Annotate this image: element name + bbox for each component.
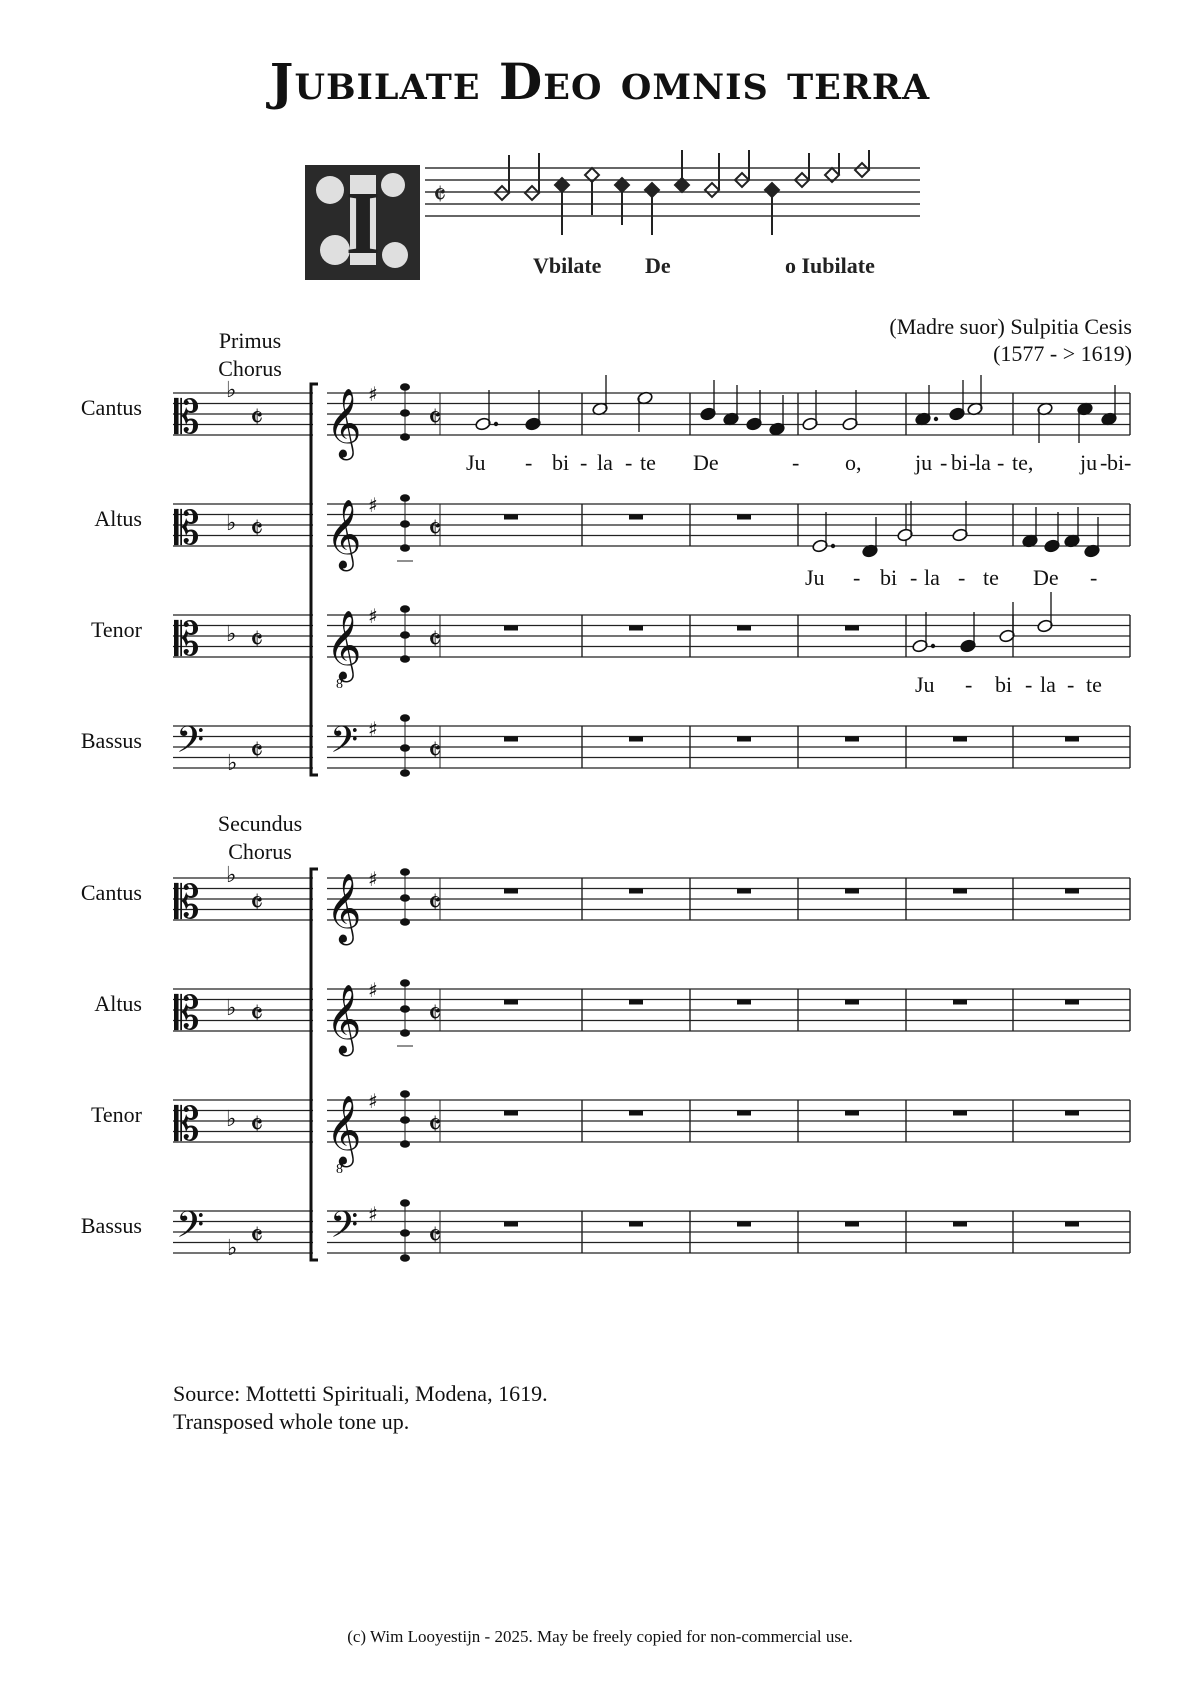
cut-time-icon: 𝄵 (250, 997, 264, 1032)
choir-label-line: Chorus (228, 839, 292, 864)
whole-rest-icon (953, 1222, 967, 1227)
whole-rest-icon (629, 515, 643, 520)
composer-name: (Madre suor) Sulpitia Cesis (889, 314, 1132, 339)
ambitus-note (400, 433, 410, 441)
page-title: Jubilate Deo omnis terra (269, 52, 931, 111)
bass-clef-icon: 𝄢 (330, 1204, 359, 1255)
ambitus-note (400, 383, 410, 391)
voice-name-tenor: Tenor (91, 1102, 142, 1127)
whole-rest-icon (504, 626, 518, 631)
ambitus-note (400, 1254, 410, 1262)
c-clef-icon: 𝄡 (174, 875, 200, 929)
voice-name-altus: Altus (94, 506, 142, 531)
ambitus-note (400, 605, 410, 613)
whole-rest-icon (737, 889, 751, 894)
copyright-footer: (c) Wim Looyestijn - 2025. May be freely copied for non-commercial use. (347, 1627, 853, 1646)
flat-icon: ♭ (226, 1107, 237, 1132)
voice-name-bassus: Bassus (80, 728, 142, 753)
whole-rest-icon (504, 1222, 518, 1227)
lyric-syllable: la (1040, 672, 1056, 697)
ambitus-note (400, 1090, 410, 1098)
cut-time-icon: 𝄵 (428, 623, 442, 658)
lyric-hyphen: - (958, 565, 966, 590)
svg-text:o Iubilate: o Iubilate (785, 253, 875, 278)
lyric-hyphen: - (1067, 672, 1075, 697)
voice-name-altus: Altus (94, 991, 142, 1016)
lyric-hyphen: - (853, 565, 861, 590)
choir-label-line: Secundus (217, 811, 303, 836)
whole-rest-icon (737, 515, 751, 520)
augmentation-dot (934, 417, 938, 421)
cut-time-icon: 𝄵 (250, 1108, 264, 1143)
sharp-icon: ♯ (368, 978, 378, 1002)
choir-label-line: Primus (218, 328, 282, 353)
ambitus-note (400, 1140, 410, 1148)
svg-text:Vbilate: Vbilate (533, 253, 602, 278)
ambitus-note (400, 520, 410, 528)
cut-time-icon: 𝄵 (428, 401, 442, 436)
cut-time-icon: 𝄵 (428, 1108, 442, 1143)
augmentation-dot (831, 544, 835, 548)
c-clef-icon: 𝄡 (174, 986, 200, 1040)
flat-icon: ♭ (226, 622, 237, 647)
ambitus-note (400, 494, 410, 502)
treble-clef-icon: 𝄞 (326, 499, 362, 569)
lyric-hyphen: - (1100, 450, 1108, 475)
lyric-syllable: bi (995, 672, 1013, 697)
bass-clef-icon: 𝄢 (330, 719, 359, 770)
flat-icon: ♭ (226, 511, 237, 536)
whole-rest-icon (845, 1111, 859, 1116)
ambitus-note (400, 868, 410, 876)
cut-time-icon: 𝄵 (250, 734, 264, 769)
lyric-syllable: te (1086, 672, 1102, 697)
treble-clef-icon: 𝄞 (326, 388, 362, 458)
whole-rest-icon (737, 1222, 751, 1227)
whole-rest-icon (504, 889, 518, 894)
sharp-icon: ♯ (368, 1202, 378, 1226)
lyric-hyphen: - (1090, 565, 1098, 590)
c-clef-icon: 𝄡 (174, 501, 200, 555)
voice-name-tenor: Tenor (91, 617, 142, 642)
octave-marker: 8 (336, 677, 343, 692)
cut-time-icon: 𝄵 (250, 623, 264, 658)
lyric-syllable: Ju (805, 565, 825, 590)
whole-rest-icon (1065, 1111, 1079, 1116)
lyric-syllable: la (597, 450, 613, 475)
lyric-syllable: bi (951, 450, 969, 475)
whole-rest-icon (629, 1222, 643, 1227)
ambitus-note (400, 409, 410, 417)
c-clef-icon: 𝄡 (174, 390, 200, 444)
whole-rest-icon (737, 1000, 751, 1005)
ambitus-note (400, 744, 410, 752)
whole-rest-icon (629, 737, 643, 742)
whole-rest-icon (737, 1111, 751, 1116)
c-clef-icon: 𝄡 (174, 1097, 200, 1151)
lyric-hyphen: - (969, 450, 977, 475)
lyric-syllable: bi (1107, 450, 1125, 475)
bass-clef-icon: 𝄢 (176, 1204, 205, 1255)
sharp-icon: ♯ (368, 1089, 378, 1113)
ambitus-note (400, 544, 410, 552)
augmentation-dot (494, 422, 498, 426)
lyric-hyphen: - (910, 565, 918, 590)
cut-time-icon: 𝄵 (428, 734, 442, 769)
cut-time-icon: 𝄵 (250, 512, 264, 547)
source-note (173, 1380, 548, 1436)
bass-clef-icon: 𝄢 (176, 719, 205, 770)
lyric-syllable: la (975, 450, 991, 475)
treble-clef-icon: 𝄞 (326, 610, 362, 680)
whole-rest-icon (845, 1000, 859, 1005)
whole-rest-icon (737, 626, 751, 631)
whole-rest-icon (504, 1111, 518, 1116)
whole-rest-icon (953, 889, 967, 894)
octave-marker: 8 (336, 1162, 343, 1177)
c-clef-icon: 𝄡 (174, 612, 200, 666)
whole-rest-icon (845, 626, 859, 631)
ambitus-note (400, 1116, 410, 1124)
lyric-syllable: te (983, 565, 999, 590)
whole-rest-icon (845, 1222, 859, 1227)
whole-rest-icon (629, 1000, 643, 1005)
ambitus-note (400, 769, 410, 777)
sharp-icon: ♯ (368, 604, 378, 628)
cut-time-icon: 𝄵 (250, 401, 264, 436)
svg-text:I: I (345, 174, 381, 273)
whole-rest-icon (953, 1111, 967, 1116)
cut-time-icon: 𝄵 (428, 512, 442, 547)
lyric-hyphen: - (1124, 450, 1132, 475)
augmentation-dot (931, 644, 935, 648)
sharp-icon: ♯ (368, 867, 378, 891)
ambitus-note (400, 1029, 410, 1037)
lyric-hyphen: - (997, 450, 1005, 475)
lyric-hyphen: - (525, 450, 533, 475)
lyric-syllable: Ju (466, 450, 486, 475)
composer-dates: (1577 - > 1619) (993, 341, 1132, 366)
flat-icon: ♭ (227, 1236, 238, 1261)
flat-icon: ♭ (226, 996, 237, 1021)
lyric-syllable: De (693, 450, 719, 475)
system-bracket (311, 869, 318, 1260)
lyric-hyphen: - (965, 672, 973, 697)
ambitus-note (400, 631, 410, 639)
source-line: Source: Mottetti Spirituali, Modena, 1619. (173, 1381, 548, 1406)
flat-icon: ♭ (227, 751, 238, 776)
lyric-syllable: o, (845, 450, 862, 475)
lyric-syllable: te, (1012, 450, 1034, 475)
whole-rest-icon (953, 1000, 967, 1005)
ambitus-note (400, 1005, 410, 1013)
treble-clef-icon: 𝄞 (326, 984, 362, 1054)
lyric-syllable: ju (915, 450, 933, 475)
whole-rest-icon (1065, 737, 1079, 742)
voice-name-bassus: Bassus (80, 1213, 142, 1238)
flat-icon: ♭ (226, 378, 237, 403)
voice-name-cantus: Cantus (80, 395, 142, 420)
flat-icon: ♭ (226, 863, 237, 888)
lyric-syllable: bi (880, 565, 898, 590)
lyric-syllable: ju (1080, 450, 1098, 475)
cut-time-icon: 𝄵 (428, 1219, 442, 1254)
lyric-hyphen: - (940, 450, 948, 475)
whole-rest-icon (504, 515, 518, 520)
whole-rest-icon (1065, 1000, 1079, 1005)
lyric-hyphen: - (792, 450, 800, 475)
ambitus-note (400, 1199, 410, 1207)
ambitus-note (400, 714, 410, 722)
cut-time-icon: 𝄵 (250, 1219, 264, 1254)
svg-text:De: De (645, 253, 671, 278)
cut-time-icon: 𝄵 (250, 886, 264, 921)
cut-time-icon: 𝄵 (428, 997, 442, 1032)
whole-rest-icon (629, 1111, 643, 1116)
voice-name-cantus: Cantus (80, 880, 142, 905)
ambitus-note (400, 894, 410, 902)
lyric-syllable: De (1033, 565, 1059, 590)
lyric-syllable: la (924, 565, 940, 590)
treble-clef-icon: 𝄞 (326, 873, 362, 943)
treble-clef-icon: 𝄞 (326, 1095, 362, 1165)
lyric-hyphen: - (1025, 672, 1033, 697)
sharp-icon: ♯ (368, 493, 378, 517)
whole-rest-icon (504, 1000, 518, 1005)
ambitus-note (400, 918, 410, 926)
lyric-syllable: Ju (915, 672, 935, 697)
whole-rest-icon (953, 737, 967, 742)
whole-rest-icon (629, 889, 643, 894)
lyric-syllable: bi (552, 450, 570, 475)
ambitus-note (400, 1229, 410, 1237)
whole-rest-icon (845, 889, 859, 894)
lyric-hyphen: - (625, 450, 633, 475)
sharp-icon: ♯ (368, 717, 378, 741)
system-bracket (311, 384, 318, 775)
ambitus-note (400, 655, 410, 663)
whole-rest-icon (845, 737, 859, 742)
whole-rest-icon (629, 626, 643, 631)
sharp-icon: ♯ (368, 382, 378, 406)
choir-label-line: Chorus (218, 356, 282, 381)
lyric-syllable: te (640, 450, 656, 475)
svg-text:𝄵: 𝄵 (433, 179, 447, 212)
source-line: Transposed whole tone up. (173, 1409, 410, 1434)
lyric-hyphen: - (580, 450, 588, 475)
whole-rest-icon (1065, 889, 1079, 894)
ambitus-note (400, 979, 410, 987)
cut-time-icon: 𝄵 (428, 886, 442, 921)
whole-rest-icon (737, 737, 751, 742)
whole-rest-icon (1065, 1222, 1079, 1227)
whole-rest-icon (504, 737, 518, 742)
